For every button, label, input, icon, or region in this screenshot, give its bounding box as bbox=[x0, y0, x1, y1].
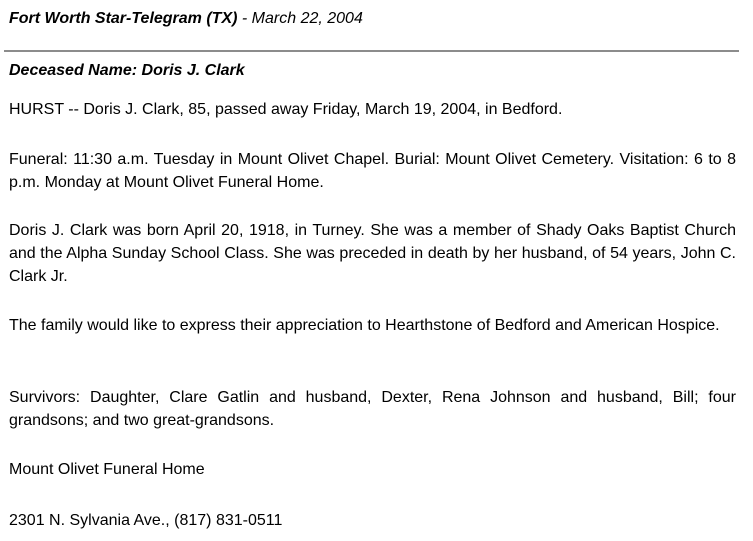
paragraph-services: Funeral: 11:30 a.m. Tuesday in Mount Olivet Chapel. Burial: Mount Olivet Cemetery. Visitation: 6 to 8 p.m. Monday at Mount Olivet Funeral Home. bbox=[9, 151, 736, 191]
funeral-home-name: Mount Olivet Funeral Home bbox=[9, 461, 205, 478]
paragraph-appreciation: The family would like to express their appreciation to Hearthstone of Bedford and American Hospice. bbox=[9, 317, 720, 334]
header-separator: - bbox=[237, 10, 252, 27]
paragraph-survivors: Survivors: Daughter, Clare Gatlin and husband, Dexter, Rena Johnson and husband, Bill; four grandsons; and two great-grandsons. bbox=[9, 389, 736, 429]
paragraph-biography: Doris J. Clark was born April 20, 1918, in Turney. She was a member of Shady Oaks Baptist Church and the Alpha Sunday School Class. She was preceded in death by her husband, of 54 years, John C. Clark Jr. bbox=[9, 222, 736, 285]
deceased-name: Deceased Name: Doris J. Clark bbox=[9, 62, 245, 79]
newspaper-source: Fort Worth Star-Telegram (TX) bbox=[9, 10, 238, 27]
header-divider bbox=[4, 50, 739, 52]
funeral-home-address: 2301 N. Sylvania Ave., (817) 831-0511 bbox=[9, 512, 283, 529]
article-header bbox=[9, 8, 363, 30]
publication-date: March 22, 2004 bbox=[251, 10, 363, 27]
paragraph-announcement: HURST -- Doris J. Clark, 85, passed away Friday, March 19, 2004, in Bedford. bbox=[9, 101, 563, 118]
